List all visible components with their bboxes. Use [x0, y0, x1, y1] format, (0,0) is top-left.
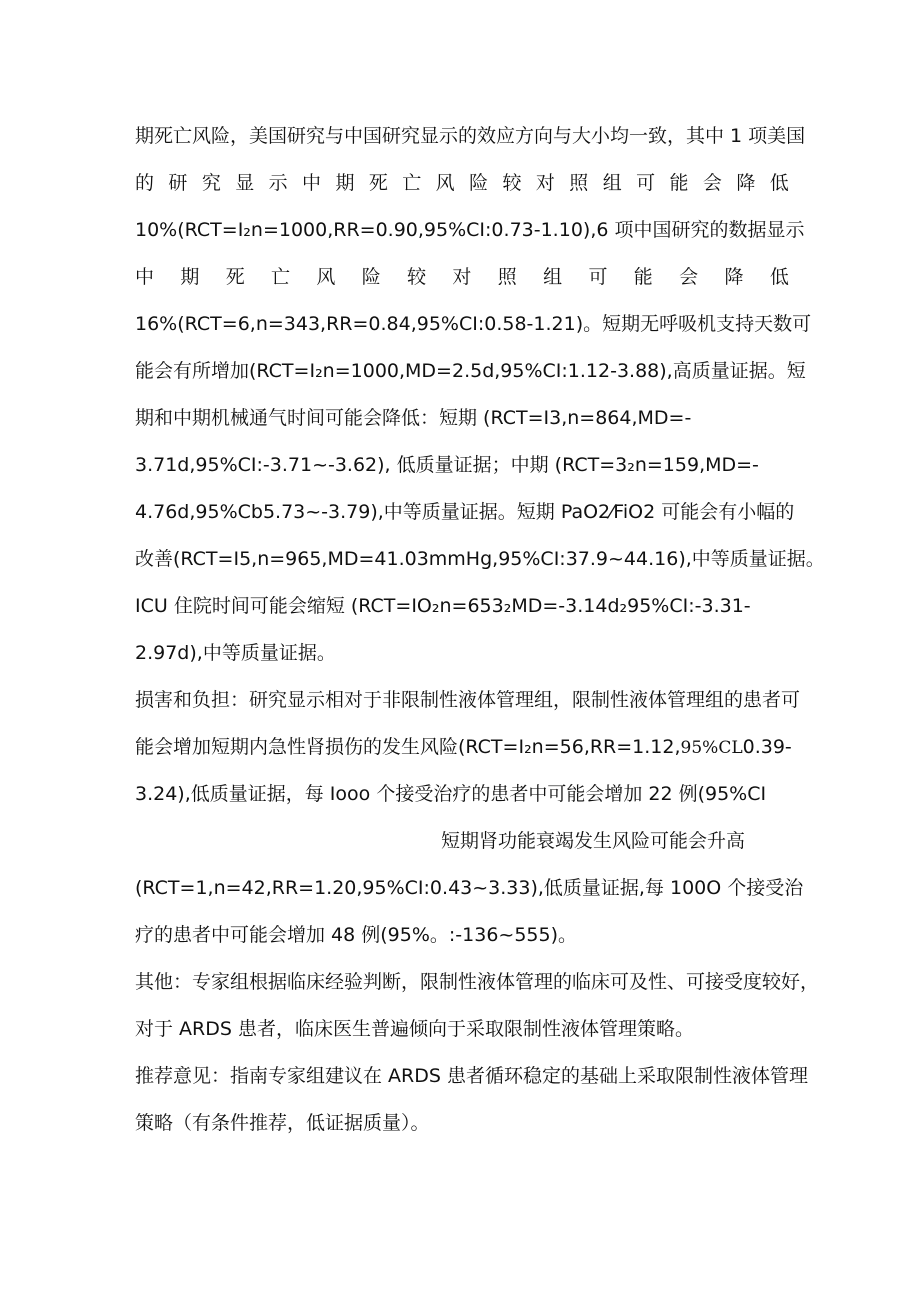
- text-line-2-justified: [135, 171, 789, 197]
- harms-paragraph-line-6: 疗的患者中可能会增加 48 例(95%。:-136~555)。: [135, 924, 578, 946]
- char: 险: [361, 266, 381, 288]
- char: 照: [497, 266, 517, 288]
- text-line-4-justified: [135, 265, 789, 291]
- harms-paragraph-line-2: [135, 735, 792, 761]
- harms-paragraph-line-3: 3.24),低质量证据，每 Iooo 个接受治疗的患者中可能会增加 22 例(95%CI: [135, 783, 767, 805]
- char: 的: [135, 172, 155, 194]
- char: 亡: [402, 172, 422, 194]
- text-line-8: 3.71d,95%CI:-3.71~-3.62), 低质量证据；中期 (RCT=3₂n=159,MD=-: [135, 454, 759, 476]
- char: 组: [543, 266, 563, 288]
- char: 低: [769, 266, 789, 288]
- other-paragraph-line-1: 其他：专家组根据临床经验判断，限制性液体管理的临床可及性、可接受度较好，: [135, 971, 820, 993]
- char: 可: [636, 172, 656, 194]
- text-line-3: 10%(RCT=I₂n=1000,RR=0.90,95%CI:0.73-1.10),6 项中国研究的数据显示: [135, 219, 805, 241]
- char: 降: [724, 266, 744, 288]
- char: 究: [201, 172, 221, 194]
- char: 风: [316, 266, 336, 288]
- char: 中: [135, 266, 155, 288]
- text-line-6: 能会有所增加(RCT=I₂n=1000,MD=2.5d,95%CI:1.12-3.88),高质量证据。短: [135, 360, 806, 382]
- char: 低: [769, 172, 789, 194]
- char: 能: [633, 266, 653, 288]
- char: 对: [535, 172, 555, 194]
- other-paragraph-line-2: 对于 ARDS 患者，临床医生普遍倾向于采取限制性液体管理策略。: [135, 1018, 694, 1040]
- line-text-end: 0.39-: [742, 736, 792, 758]
- char: 亡: [271, 266, 291, 288]
- char: 对: [452, 266, 472, 288]
- char: 期: [180, 266, 200, 288]
- char: 会: [702, 172, 722, 194]
- char: 死: [368, 172, 388, 194]
- char: 较: [407, 266, 427, 288]
- recommendation-line-1: 推荐意见：指南专家组建议在 ARDS 患者循环稳定的基础上采取限制性液体管理: [135, 1065, 808, 1087]
- text-line-12: 2.97d),中等质量证据。: [135, 642, 336, 664]
- text-line-7: 期和中期机械通气时间可能会降低：短期 (RCT=I3,n=864,MD=-: [135, 407, 692, 429]
- char: 风: [435, 172, 455, 194]
- line-text: 能会增加短期内急性肾损伤的发生风险(RCT=I₂n=56,RR=1.12,: [135, 736, 681, 758]
- text-line-1: 期死亡风险，美国研究与中国研究显示的效应方向与大小均一致，其中 1 项美国: [135, 125, 806, 147]
- text-line-9: 4.76d,95%Cb5.73~-3.79),中等质量证据。短期 PaO2⁄FiO2 可能会有小幅的: [135, 501, 795, 523]
- char: 能: [669, 172, 689, 194]
- char: 研: [168, 172, 188, 194]
- char: 中: [302, 172, 322, 194]
- char: 照: [569, 172, 589, 194]
- char: 降: [736, 172, 756, 194]
- recommendation-line-2: 策略（有条件推荐，低证据质量）。: [135, 1112, 430, 1134]
- text-line-5: 16%(RCT=6,n=343,RR=0.84,95%CI:0.58-1.21)。短期无呼吸机支持天数可: [135, 313, 812, 335]
- char: 会: [679, 266, 699, 288]
- char: 险: [469, 172, 489, 194]
- char: 示: [268, 172, 288, 194]
- char: 死: [225, 266, 245, 288]
- char: 较: [502, 172, 522, 194]
- text-line-11: ICU 住院时间可能会缩短 (RCT=IO₂n=653₂MD=-3.14d₂95%CI:-3.31-: [135, 595, 751, 617]
- serif-ci-label: 95%CL: [680, 738, 743, 758]
- text-line-10: 改善(RCT=I5,n=965,MD=41.03mmHg,95%CI:37.9~44.16),中等质量证据。: [135, 548, 825, 570]
- harms-paragraph-line-1: 损害和负担：研究显示相对于非限制性液体管理组，限制性液体管理组的患者可: [135, 689, 801, 711]
- char: 显: [235, 172, 255, 194]
- harms-paragraph-line-4: 短期肾功能衰竭发生风险可能会升高: [441, 830, 746, 852]
- char: 组: [602, 172, 622, 194]
- harms-paragraph-line-5: (RCT=1,n=42,RR=1.20,95%CI:0.43~3.33),低质量证据,每 100O 个接受治: [135, 877, 804, 899]
- char: 可: [588, 266, 608, 288]
- char: 期: [335, 172, 355, 194]
